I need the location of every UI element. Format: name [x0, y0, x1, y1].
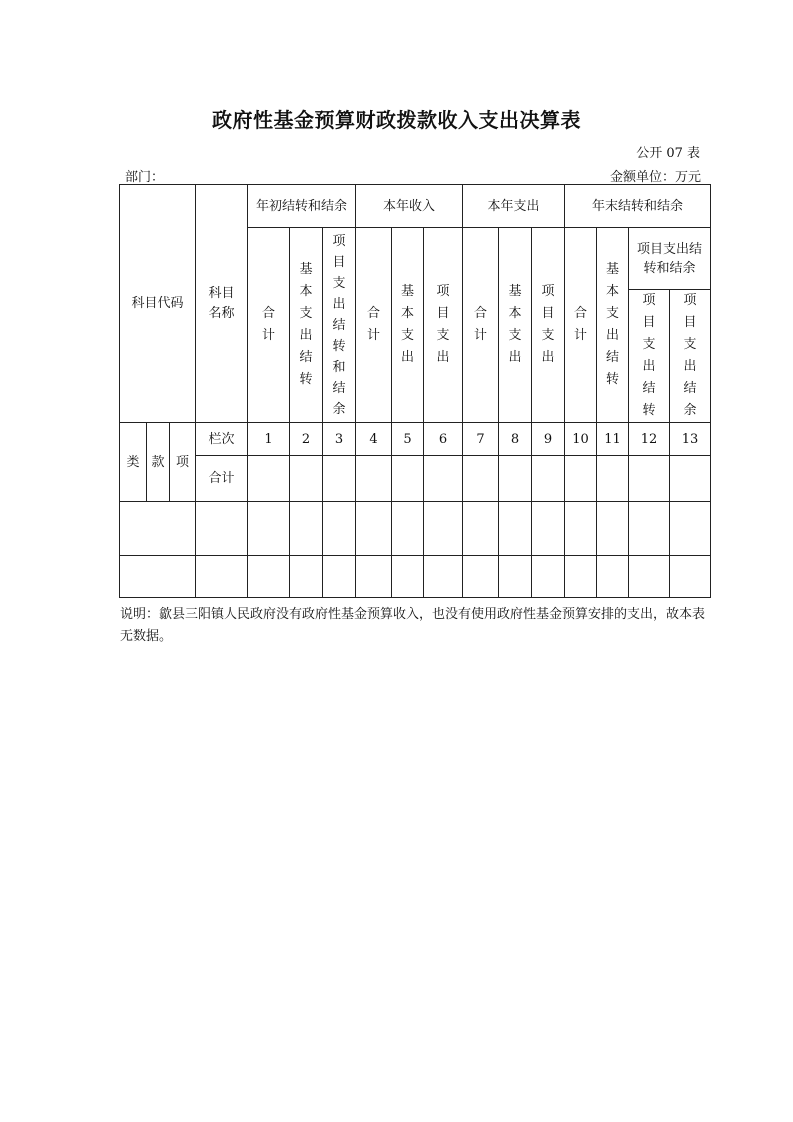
header-subject-code: 科目代码 — [120, 185, 196, 423]
table-cell — [248, 502, 290, 556]
table-cell — [565, 556, 597, 598]
footnote: 说明：歙县三阳镇人民政府没有政府性基金预算收入，也没有使用政府性基金预算安排的支出，故本表无数据。 — [120, 607, 706, 644]
column-number: 7 — [463, 423, 499, 456]
header-begin-basic: 基本支出结转 — [290, 228, 323, 423]
header-expense-project: 项目支出 — [532, 228, 565, 423]
column-number: 2 — [290, 423, 323, 456]
header-group-begin: 年初结转和结余 — [248, 185, 356, 228]
table-cell — [248, 456, 290, 502]
table-cell — [120, 502, 196, 556]
table-cell — [392, 456, 424, 502]
table-cell — [532, 556, 565, 598]
table-cell — [424, 456, 463, 502]
column-number: 11 — [597, 423, 629, 456]
form-code: 公开 07 表 — [636, 146, 700, 161]
table-cell — [463, 502, 499, 556]
table-cell — [323, 502, 356, 556]
report-table — [119, 184, 711, 598]
header-begin-total: 合计 — [248, 228, 290, 423]
table-cell — [670, 502, 711, 556]
page-title: 政府性基金预算财政拨款收入支出决算表 — [212, 108, 581, 132]
table-cell — [290, 502, 323, 556]
table-cell — [499, 456, 532, 502]
table-cell — [597, 556, 629, 598]
table-cell — [499, 502, 532, 556]
department-label: 部门： — [125, 170, 165, 185]
table-cell — [323, 456, 356, 502]
table-cell — [463, 556, 499, 598]
table-cell — [532, 456, 565, 502]
column-number: 4 — [356, 423, 392, 456]
header-income-basic: 基本支出 — [392, 228, 424, 423]
header-income-total: 合计 — [356, 228, 392, 423]
table-cell — [356, 556, 392, 598]
table-cell — [290, 456, 323, 502]
header-group-expense: 本年支出 — [463, 185, 565, 228]
column-number: 6 — [424, 423, 463, 456]
column-number: 5 — [392, 423, 424, 456]
column-number: 9 — [532, 423, 565, 456]
header-expense-basic: 基本支出 — [499, 228, 532, 423]
column-number: 12 — [629, 423, 670, 456]
table-cell — [392, 502, 424, 556]
header-group-income: 本年收入 — [356, 185, 463, 228]
column-number: 3 — [323, 423, 356, 456]
column-number: 1 — [248, 423, 290, 456]
table-cell — [196, 502, 248, 556]
header-expense-total: 合计 — [463, 228, 499, 423]
header-group-end: 年末结转和结余 — [565, 185, 711, 228]
table-cell — [120, 556, 196, 598]
column-number: 13 — [670, 423, 711, 456]
header-end-basic: 基本支出结转 — [597, 228, 629, 423]
column-index-label: 栏次 — [196, 423, 248, 456]
header-xiang: 项 — [170, 423, 196, 502]
table-cell — [196, 556, 248, 598]
table-cell — [597, 502, 629, 556]
header-lei: 类 — [120, 423, 147, 502]
table-row — [120, 556, 711, 598]
table-cell — [424, 556, 463, 598]
unit-label: 金额单位：万元 — [609, 170, 701, 185]
table-cell — [565, 502, 597, 556]
table-cell — [424, 502, 463, 556]
sum-row-label: 合计 — [196, 456, 248, 502]
header-end-project-balance: 项目支出结余 — [670, 290, 711, 423]
table-cell — [629, 556, 670, 598]
table-cell — [392, 556, 424, 598]
table-cell — [356, 456, 392, 502]
table-cell — [565, 456, 597, 502]
table-cell — [670, 556, 711, 598]
header-end-project-group: 项目支出结转和结余 — [629, 228, 711, 290]
table-cell — [248, 556, 290, 598]
table-row — [120, 502, 711, 556]
header-kuan: 款 — [147, 423, 170, 502]
table-cell — [290, 556, 323, 598]
table-cell — [597, 456, 629, 502]
header-income-project: 项目支出 — [424, 228, 463, 423]
table-cell — [532, 502, 565, 556]
table-cell — [463, 456, 499, 502]
header-end-total: 合计 — [565, 228, 597, 423]
header-end-project-carry: 项目支出结转 — [629, 290, 670, 423]
header-subject-name: 科目名称 — [196, 185, 248, 423]
table-cell — [629, 456, 670, 502]
table-cell — [323, 556, 356, 598]
table-cell — [499, 556, 532, 598]
table-cell — [629, 502, 670, 556]
header-begin-project: 项目支出结转和结余 — [323, 228, 356, 423]
column-number: 10 — [565, 423, 597, 456]
table-cell — [670, 456, 711, 502]
table-cell — [356, 502, 392, 556]
column-number: 8 — [499, 423, 532, 456]
